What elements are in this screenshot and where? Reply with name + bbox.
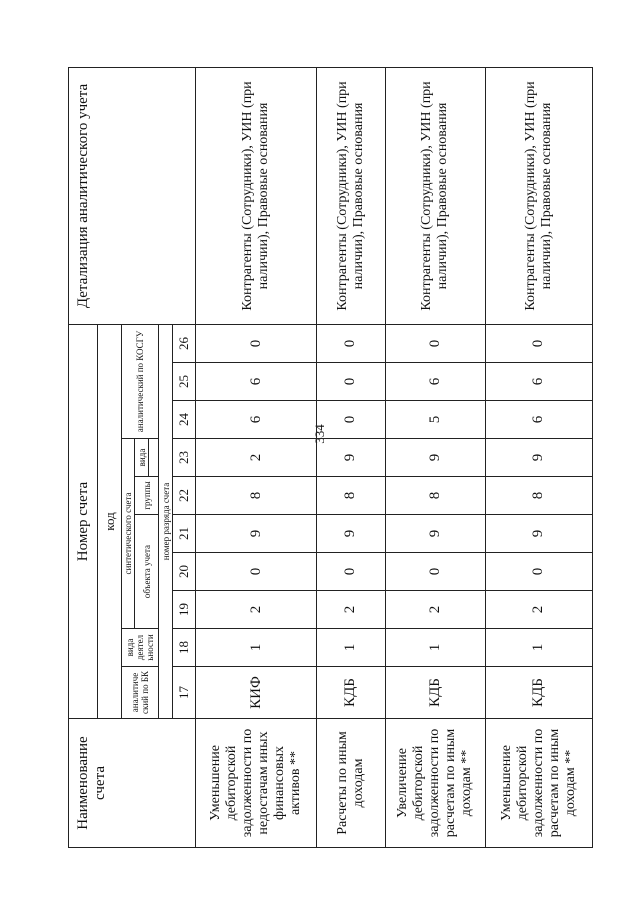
cell-value: 6: [485, 363, 592, 401]
row-detail: Контрагенты (Сотрудники), УИН (при наличии), Правовые основания: [485, 67, 592, 324]
header-code: код: [98, 324, 121, 718]
header-name: Наименование счета: [69, 719, 196, 848]
header-detail: Детализация аналитического учета: [69, 67, 196, 324]
row-name: Уменьшение дебиторской задолженности по недостачам иных финансовых активов **: [196, 719, 317, 848]
cell-value: 0: [196, 324, 317, 362]
digit-18: 18: [173, 629, 196, 667]
digit-19: 19: [173, 591, 196, 629]
accounts-table: [68, 67, 593, 848]
header-type: вида: [135, 439, 149, 477]
cell-value: 0: [196, 553, 317, 591]
cell-value: 0: [317, 553, 385, 591]
cell-value: 2: [385, 591, 485, 629]
page-number: 334: [312, 424, 327, 444]
digit-24: 24: [173, 401, 196, 439]
digit-20: 20: [173, 553, 196, 591]
header-account-number: Номер счета: [69, 324, 98, 718]
cell-value: 9: [317, 515, 385, 553]
cell-value: 9: [385, 439, 485, 477]
header-account-object: объекта учета: [135, 515, 159, 629]
digit-23: 23: [173, 439, 196, 477]
cell-value: 8: [385, 477, 485, 515]
row-detail: Контрагенты (Сотрудники), УИН (при наличии), Правовые основания: [317, 67, 385, 324]
cell-value: 2: [196, 439, 317, 477]
cell-value: 8: [485, 477, 592, 515]
cell-value: 6: [385, 363, 485, 401]
digit-21: 21: [173, 515, 196, 553]
header-group: группы: [135, 477, 159, 515]
digit-25: 25: [173, 363, 196, 401]
table-row: [485, 67, 592, 847]
row-name: Расчеты по иным доходам: [317, 719, 385, 848]
digit-17: 17: [173, 667, 196, 719]
table-row: [385, 67, 485, 847]
document-table-rotated: [68, 68, 593, 848]
header-analytic-kosgu: аналитический по КОСГУ: [121, 324, 159, 438]
cell-value: 0: [485, 553, 592, 591]
cell-value: 6: [196, 363, 317, 401]
cell-value: 0: [317, 324, 385, 362]
cell-value: 0: [385, 553, 485, 591]
table-row: [196, 67, 317, 847]
digit-22: 22: [173, 477, 196, 515]
row-detail: Контрагенты (Сотрудники), УИН (при наличии), Правовые основания: [196, 67, 317, 324]
table-row: [317, 67, 385, 847]
cell-value: 1: [196, 629, 317, 667]
cell-value: 9: [196, 515, 317, 553]
cell-value: 0: [385, 324, 485, 362]
cell-value: 6: [485, 401, 592, 439]
cell-value: 5: [385, 401, 485, 439]
cell-value: 1: [385, 629, 485, 667]
cell-value: 0: [317, 363, 385, 401]
cell-value: КДБ: [317, 667, 385, 719]
cell-value: 8: [317, 477, 385, 515]
cell-value: 1: [485, 629, 592, 667]
cell-value: 9: [385, 515, 485, 553]
row-name: Уменьшение дебиторской задолженности по расчетам по иным доходам **: [485, 719, 592, 848]
cell-value: КДБ: [485, 667, 592, 719]
header-synthetic: синтетического счета: [121, 439, 135, 629]
cell-value: 6: [196, 401, 317, 439]
cell-value: 8: [196, 477, 317, 515]
cell-value: 1: [317, 629, 385, 667]
cell-value: 2: [317, 591, 385, 629]
cell-value: 2: [196, 591, 317, 629]
cell-value: 2: [485, 591, 592, 629]
row-detail: Контрагенты (Сотрудники), УИН (при наличии), Правовые основания: [385, 67, 485, 324]
digit-26: 26: [173, 324, 196, 362]
header-type-spacer: [148, 439, 159, 477]
cell-value: КИФ: [196, 667, 317, 719]
cell-value: 9: [485, 515, 592, 553]
row-name: Увеличение дебиторской задолженности по расчетам по иным доходам **: [385, 719, 485, 848]
cell-value: КДБ: [385, 667, 485, 719]
header-analytic-bk: аналитиче ский по БК: [121, 667, 159, 719]
cell-value: 9: [485, 439, 592, 477]
cell-value: 0: [485, 324, 592, 362]
header-digit-number: номер разряда счета: [159, 324, 173, 718]
cell-value: 0: [317, 401, 385, 439]
header-activity-type: вида деятел ьности: [121, 629, 159, 667]
cell-value: 9: [317, 439, 385, 477]
